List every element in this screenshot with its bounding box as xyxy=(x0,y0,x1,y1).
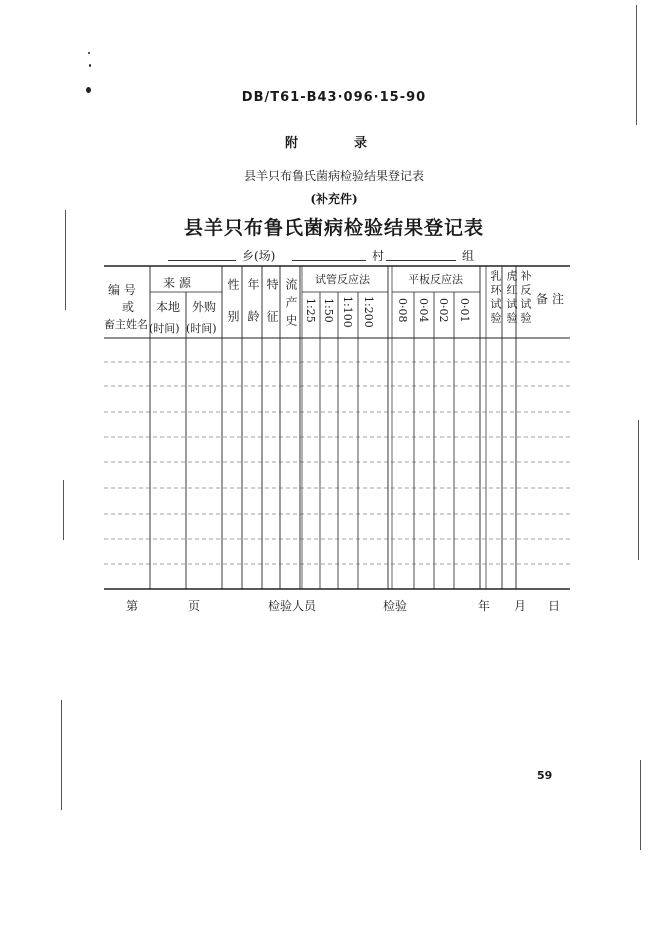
plate-test-header: 平板反应法 xyxy=(408,273,463,286)
age-header: 年龄 xyxy=(246,278,260,342)
remarks-header: 备注 xyxy=(536,292,569,306)
appendix-label: 录 xyxy=(354,136,368,151)
village-label: 村 xyxy=(372,249,385,263)
complement-fixation-header: 补反试验 xyxy=(519,270,532,326)
plate-volume-4: 0·01 xyxy=(458,298,471,323)
plate-volume-3: 0·02 xyxy=(437,298,450,323)
source-header: 来 源 xyxy=(163,276,191,290)
tube-dilution-1: 1:25 xyxy=(304,298,317,323)
purchased-header: 外购 xyxy=(192,300,217,314)
abortion-history-header: 流产史 xyxy=(284,278,298,332)
tube-dilution-2: 1:50 xyxy=(322,298,335,323)
purchased-time-header: (时间) xyxy=(186,322,217,335)
owner-name-header: 畜主姓名 xyxy=(104,318,148,331)
plate-volume-2: 0·04 xyxy=(417,298,430,323)
page-title: 县羊只布鲁氏菌病检验结果登记表 xyxy=(183,217,484,239)
day-label: 日 xyxy=(548,599,561,613)
id-header-or: 或 xyxy=(122,300,135,314)
local-header: 本地 xyxy=(156,300,181,314)
feature-header: 特征 xyxy=(265,278,279,342)
inspection-label: 检验 xyxy=(383,599,408,613)
milk-ring-test-header: 乳环试验 xyxy=(489,270,502,326)
standard-number: DB/T61-B43·096·15-90 xyxy=(241,90,427,105)
tube-test-header: 试管反应法 xyxy=(315,273,370,286)
year-label: 年 xyxy=(478,599,491,613)
plate-volume-1: 0·08 xyxy=(396,298,409,323)
page-suffix: 页 xyxy=(188,599,201,613)
month-label: 月 xyxy=(514,599,527,613)
township-label: 乡(场) xyxy=(242,249,276,263)
sex-header: 性别 xyxy=(226,278,240,342)
local-time-header: (时间) xyxy=(149,322,180,335)
page-number: 59 xyxy=(537,769,553,782)
tube-dilution-4: 1:200 xyxy=(362,296,375,328)
id-header: 编 号 xyxy=(108,283,136,297)
inspector-label: 检验人员 xyxy=(268,599,317,613)
supplement-label: (补充件) xyxy=(310,192,358,206)
subtitle: 县羊只布鲁氏菌病检验结果登记表 xyxy=(243,169,424,183)
appendix-label: 附 xyxy=(285,136,299,151)
tube-dilution-3: 1:100 xyxy=(341,296,354,328)
page-prefix: 第 xyxy=(126,599,139,613)
group-label: 组 xyxy=(462,249,475,263)
rose-bengal-test-header: 虎红试验 xyxy=(505,270,518,326)
